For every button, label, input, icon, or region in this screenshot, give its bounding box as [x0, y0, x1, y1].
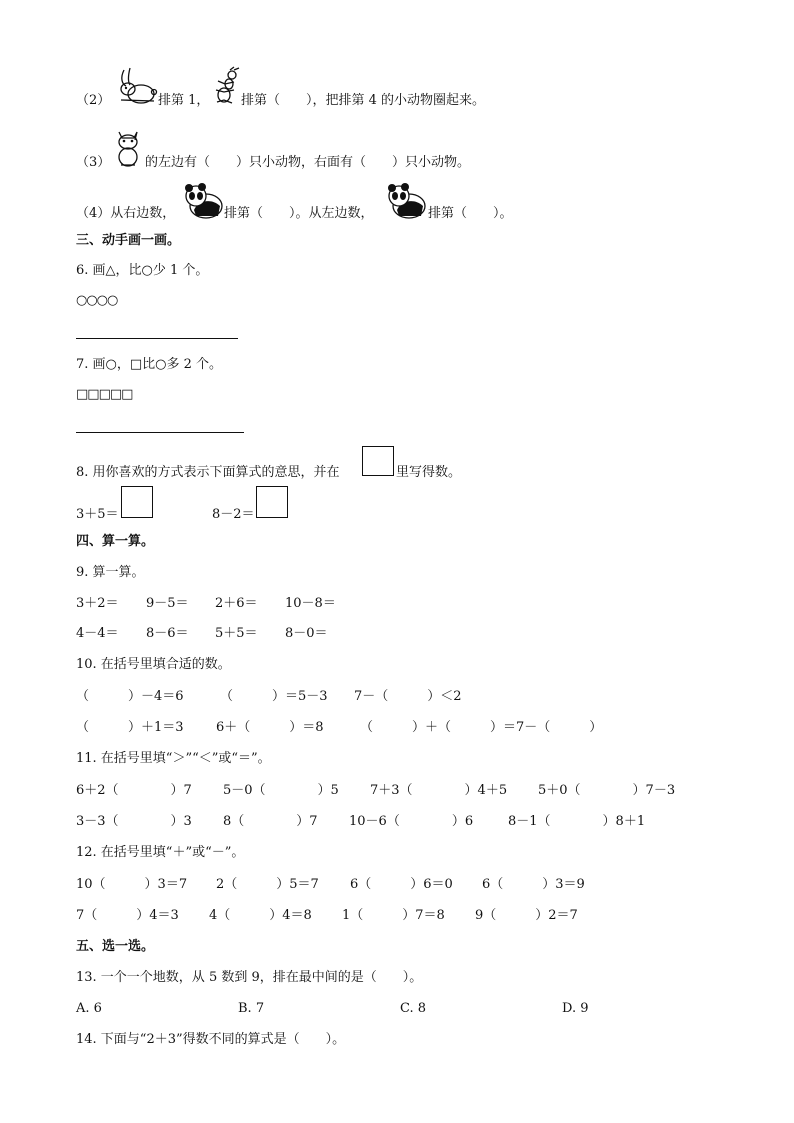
q13-text: 13. 一个一个地数，从 5 数到 9，排在最中间的是（ ）。: [76, 970, 423, 985]
q8-equation-1: 3＋5＝: [76, 507, 119, 522]
q10-item[interactable]: （ ）＋（ ）＝7－（ ）: [360, 720, 603, 735]
q9-item[interactable]: 4－4＝: [76, 626, 119, 641]
q9-row-2: [76, 625, 736, 643]
q6-circles: ○○○○: [76, 293, 118, 308]
q11-item[interactable]: 5＋0（ ）7－3: [538, 783, 676, 798]
q11-item[interactable]: 10－6（ ）6: [349, 814, 474, 829]
q5-item3-num: （3）: [76, 155, 111, 170]
q7-text: 7. 画○，□比○多 2 个。: [76, 357, 223, 372]
q11-item[interactable]: 3－3（ ）3: [76, 814, 192, 829]
q13-options: [76, 1000, 736, 1018]
q10-item[interactable]: （ ）－4＝6: [76, 689, 184, 704]
panda-icon: [182, 182, 224, 220]
q8-inline-answer-box: [362, 446, 394, 476]
q14-text: 14. 下面与“2＋3”得数不同的算式是（ ）。: [76, 1032, 346, 1047]
q12-item[interactable]: 9（ ）2＝7: [475, 908, 578, 923]
q9-item[interactable]: 8－6＝: [146, 626, 189, 641]
q11-item[interactable]: 5－0（ ）5: [223, 783, 339, 798]
q5-item4-text-num: （4）从右边数，: [76, 206, 176, 221]
q8-answer-box-1[interactable]: [121, 486, 153, 518]
q12-item[interactable]: 4（ ）4＝8: [209, 908, 312, 923]
q8-answer-box-2[interactable]: [256, 486, 288, 518]
q9-item[interactable]: 9－5＝: [146, 596, 189, 611]
q5-item4-text-b: 排第（ ）。: [428, 206, 513, 221]
q10-item[interactable]: 6＋（ ）＝8: [216, 720, 324, 735]
section-4-heading: 四、算一算。: [76, 534, 155, 549]
q7-answer-line[interactable]: [76, 432, 244, 433]
q12-item[interactable]: 6（ ）6＝0: [350, 877, 453, 892]
q9-title: 9. 算一算。: [76, 565, 145, 580]
q10-title: 10. 在括号里填合适的数。: [76, 657, 231, 672]
q12-item[interactable]: 1（ ）7＝8: [342, 908, 445, 923]
q11-row-2: [76, 813, 736, 831]
q12-row-2: [76, 907, 736, 925]
q5-item4-text-a: 排第（ ）。从左边数，: [224, 206, 374, 221]
q5-item3-text: 的左边有（ ）只小动物，右面有（ ）只小动物。: [145, 155, 471, 170]
q10-item[interactable]: （ ）＝5－3: [220, 689, 328, 704]
q11-item[interactable]: 7＋3（ ）4＋5: [370, 783, 508, 798]
q6-text: 6. 画△，比○少 1 个。: [76, 263, 209, 278]
q10-row-2: [76, 719, 736, 737]
q5-item2-num: （2）: [76, 93, 111, 108]
q13-option-c[interactable]: C. 8: [400, 1001, 427, 1016]
q11-row-1: [76, 782, 736, 800]
q10-item[interactable]: 7－（ ）＜2: [354, 689, 462, 704]
q7-squares: □□□□□: [76, 387, 133, 402]
q10-item[interactable]: （ ）＋1＝3: [76, 720, 184, 735]
q9-item[interactable]: 3＋2＝: [76, 596, 119, 611]
section-3-heading: 三、动手画一画。: [76, 233, 181, 248]
q8-text-a: 8. 用你喜欢的方式表示下面算式的意思，并在: [76, 465, 340, 480]
q12-row-1: [76, 876, 736, 894]
ant-icon: [212, 66, 242, 106]
q12-item[interactable]: 6（ ）3＝9: [482, 877, 585, 892]
q10-row-1: [76, 688, 736, 706]
q11-item[interactable]: 6＋2（ ）7: [76, 783, 192, 798]
q5-item2-text-a: 排第 1，: [158, 93, 210, 108]
q12-item[interactable]: 7（ ）4＝3: [76, 908, 179, 923]
rabbit-icon: [110, 66, 158, 106]
q5-item2-text-b: 排第（ ），把排第 4 的小动物圈起来。: [241, 93, 486, 108]
q12-item[interactable]: 10（ ）3＝7: [76, 877, 188, 892]
q6-answer-line[interactable]: [76, 338, 238, 339]
q11-item[interactable]: 8（ ）7: [223, 814, 318, 829]
q8-text-b: 里写得数。: [396, 465, 462, 480]
panda-icon: [385, 182, 427, 220]
q9-item[interactable]: 5＋5＝: [215, 626, 258, 641]
q13-option-d[interactable]: D. 9: [562, 1001, 589, 1016]
q9-item[interactable]: 2＋6＝: [215, 596, 258, 611]
q12-item[interactable]: 2（ ）5＝7: [216, 877, 319, 892]
q9-item[interactable]: 10－8＝: [285, 596, 336, 611]
q8-equation-2: 8－2＝: [212, 507, 255, 522]
q12-title: 12. 在括号里填“＋”或“－”。: [76, 845, 245, 860]
section-5-heading: 五、选一选。: [76, 939, 155, 954]
q13-option-b[interactable]: B. 7: [238, 1001, 265, 1016]
q9-row-1: [76, 595, 736, 613]
q11-item[interactable]: 8－1（ ）8＋1: [508, 814, 646, 829]
q13-option-a[interactable]: A. 6: [76, 1001, 102, 1016]
cat-icon: [113, 128, 143, 168]
q11-title: 11. 在括号里填“＞”“＜”或“＝”。: [76, 751, 271, 766]
q9-item[interactable]: 8－0＝: [285, 626, 328, 641]
